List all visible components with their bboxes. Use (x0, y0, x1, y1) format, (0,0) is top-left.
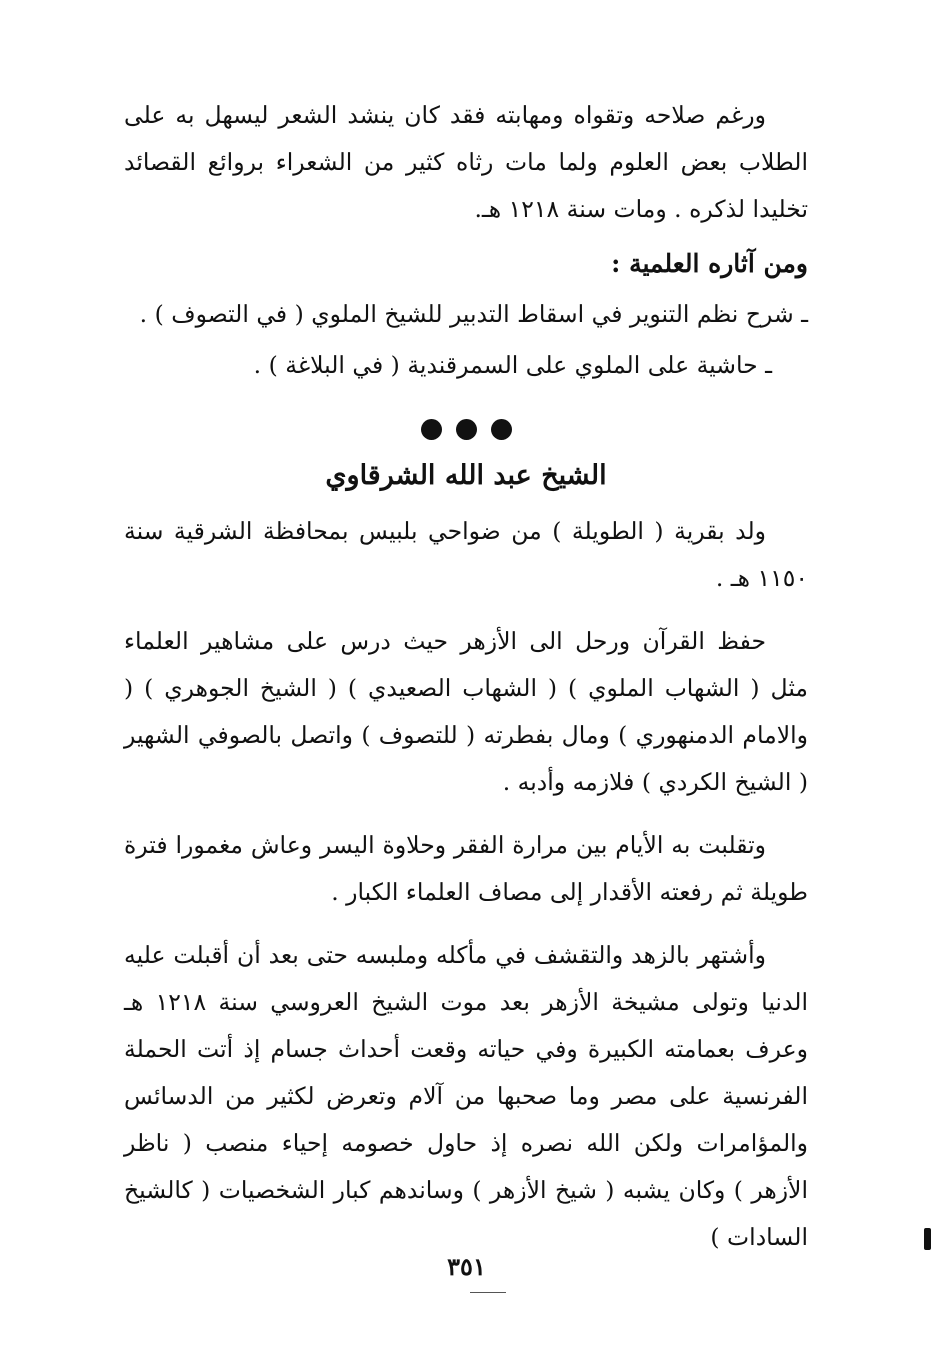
body-paragraph: ولد بقرية ( الطويلة ) من ضواحي بلبيس بمحافظة الشرقية سنة ١١٥٠ هـ . (124, 517, 808, 592)
page-body (124, 92, 808, 1352)
works-item: ـ شرح نظم التنوير في اسقاط التدبير للشيخ الملوي ( في التصوف ) . (139, 300, 808, 328)
body-paragraph: وأشتهر بالزهد والتقشف في مأكله وملبسه حتى بعد أن أقبلت عليه الدنيا وتولى مشيخة الأزهر بعد موت الشيخ العروسي سنة ١٢١٨ هـ وعرف بعمامته الكبيرة وفي حياته وقعت أحداث جسام إذ أتت الحملة الفرنسية على مصر وما صحبها من آلام وتعرض لكثير من الدسائس والمؤامرات ولكن الله نصره إذ حاول خصومه إحياء منصب ( ناظر الأزهر ) وكان يشبه ( شيخ الأزهر ) وساندهم كبار الشخصيات ( كالشيخ السادات ) (124, 941, 808, 1251)
body-paragraph: حفظ القرآن ورحل الى الأزهر حيث درس على مشاهير العلماء مثل ( الشهاب الملوي ) ( الشهاب الصعيدي ) ( الشيخ الجوهري ) ( والامام الدمنهوري ) ومال بفطرته ( للتصوف ) واتصل بالصوفي الشهير ( الشيخ الكردي ) فلازمه وأدبه . (124, 627, 808, 796)
separator-dot-icon (421, 419, 442, 440)
page-number-rule (470, 1292, 506, 1293)
section-separator (124, 419, 808, 440)
scan-edge-mark (924, 1228, 931, 1250)
section-title: الشيخ عبد الله الشرقاوي (325, 460, 607, 491)
works-heading: ومن آثاره العلمية : (611, 249, 808, 278)
separator-dot-icon (456, 419, 477, 440)
intro-paragraph: ورغم صلاحه وتقواه ومهابته فقد كان ينشد الشعر ليسهل به على الطلاب بعض العلوم ولما مات رثاه كثير من الشعراء بروائع القصائد تخليدا لذكره . ومات سنة ١٢١٨ هـ. (124, 101, 808, 223)
page-number: ٣٥١ (447, 1252, 486, 1281)
body-paragraph: وتقلبت به الأيام بين مرارة الفقر وحلاوة اليسر وعاش مغمورا فترة طويلة ثم رفعته الأقدار إلى مصاف العلماء الكبار . (124, 831, 808, 906)
works-item: ـ حاشية على الملوي على السمرقندية ( في البلاغة ) . (253, 351, 772, 379)
separator-dot-icon (491, 419, 512, 440)
